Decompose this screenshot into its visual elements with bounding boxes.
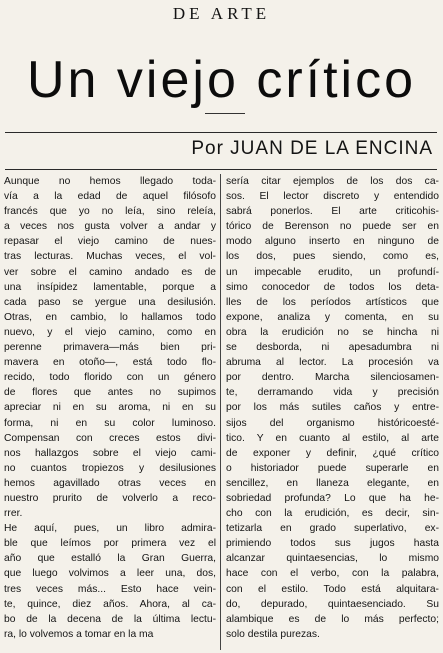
text-line: sería citar ejemplos de los dos ca- — [226, 176, 439, 187]
text-line: Aunque no hemos llegado toda- — [4, 176, 216, 187]
text-line: tórico de Berenson no puede ser en — [226, 221, 439, 233]
text-line: sencillez, en llaneza elegante, en — [226, 477, 439, 489]
text-line: obra la erudición no se hincha ni — [226, 326, 439, 338]
text-line: simo conocedor de todos los deta- — [226, 281, 439, 293]
text-line: sobriedad profunda? Lo que ha he- — [226, 492, 439, 504]
text-line: cho con la erudición, es decir, sin- — [226, 508, 439, 520]
text-line: cada paso se yergue una desilusión. — [4, 296, 216, 308]
text-line: tico. Y en cuanto al estilo, al arte — [226, 432, 439, 444]
text-line: sos. El lector discreto y entendido — [226, 191, 439, 203]
column-left — [4, 174, 216, 642]
text-line: forma, ni en su color luminoso. — [4, 417, 216, 429]
text-line: do, depurado, quintaesenciado. Su — [226, 598, 439, 610]
text-line: una insípidez lamentable, porque a — [4, 281, 216, 293]
text-line: perenne primavera—más bien pri- — [4, 342, 216, 354]
text-line: recido, todo florido con un género — [4, 372, 216, 384]
text-line: Compensan con creces estos divi- — [4, 432, 216, 444]
text-line: nuestro prurito de volverlo a reco- — [4, 492, 216, 504]
text-line: hemos agavillado otras veces en — [4, 477, 216, 489]
text-line: sabrá ponerlos. El arte criticohis- — [226, 206, 439, 218]
rule-top — [5, 132, 437, 133]
text-line: los dos, pues siendo, como es, — [226, 251, 439, 263]
text-line: vía a la edad de aquel filósofo — [4, 191, 216, 203]
text-line: que luego volvimos a leer una, dos, — [4, 568, 216, 580]
text-line: o historiador puede superarle en — [226, 462, 439, 474]
text-line: expone, analiza y comenta, en su — [226, 311, 439, 323]
text-line: de flores que antes no supimos — [4, 387, 216, 399]
text-line: te, derramando vida y precisión — [226, 387, 439, 399]
text-line: de exponer y definir, ¿qué crítico — [226, 447, 439, 459]
text-line: francés que yo no leía, sino releía, — [4, 206, 216, 218]
text-line: se desborda, ni apesadumbra ni — [226, 342, 439, 354]
text-line: nuevo, y el viejo camino, como en — [4, 326, 216, 338]
text-line: lles de los períodos artísticos que — [226, 296, 439, 308]
text-line: apreciar ni en su aroma, ni en su — [4, 402, 216, 414]
text-line: a veces nos gusta volver a andar y — [4, 221, 216, 233]
text-line: nos hallazgos sobre el viejo cami- — [4, 447, 216, 459]
byline: Por JUAN DE LA ENCINA — [191, 138, 433, 159]
text-line: ble que leímos por primera vez el — [4, 538, 216, 550]
column-right — [226, 174, 439, 642]
text-line: no cuantos tropiezos y desilusiones — [4, 462, 216, 474]
column-divider — [220, 174, 221, 650]
text-line: sijos del organismo históricoesté- — [226, 417, 439, 429]
text-line: tetizarla en grado superlativo, ex- — [226, 523, 439, 535]
text-line: mavera en otoño—, está todo flo- — [4, 357, 216, 369]
text-line: hace con el verbo, con la palabra, — [226, 568, 439, 580]
text-line: alambique es de lo más perfecto; — [226, 613, 439, 625]
text-line: ver sobre el camino andado es de — [4, 266, 216, 278]
text-line: ra, lo volvemos a tomar en la ma — [4, 628, 154, 640]
text-line: repasar el viejo camino de nues- — [4, 236, 216, 248]
text-line: He aquí, pues, un libro admira- — [4, 523, 216, 535]
text-line: te, quince, diez años. Ahora, al ca- — [4, 598, 216, 610]
text-line: bo de la decena de la última lectu- — [4, 613, 216, 625]
text-line: abruma al lector. La procesión va — [226, 357, 439, 369]
text-line: modo alguno inserto en ninguno de — [226, 236, 439, 248]
text-line: alcanzar quintaesencias, lo mismo — [226, 553, 439, 565]
text-line: año que estalló la Gran Guerra, — [4, 553, 216, 565]
text-line: por dentro. Marcha silenciosamen- — [226, 372, 439, 384]
text-line: con el estilo. Todo está alquitara- — [226, 583, 439, 595]
ornament-divider — [205, 113, 245, 116]
section-heading: DE ARTE — [172, 4, 271, 23]
text-line: primiendo todos sus jugos hasta — [226, 538, 439, 550]
rule-bottom — [5, 169, 437, 170]
text-line: tres veces más... Esto hace vein- — [4, 583, 216, 595]
text-line: Otras, en cambio, lo hallamos todo — [4, 311, 216, 323]
text-line: un impecable erudito, un profundí- — [226, 266, 439, 278]
text-line: solo destila purezas. — [226, 628, 320, 640]
text-line: rrer. — [4, 508, 23, 520]
text-line: por los más sutiles caños y entre- — [226, 402, 439, 414]
article-title: Un viejo crítico — [27, 51, 416, 109]
text-line: tras lecturas. Muchas veces, el vol- — [4, 251, 216, 263]
